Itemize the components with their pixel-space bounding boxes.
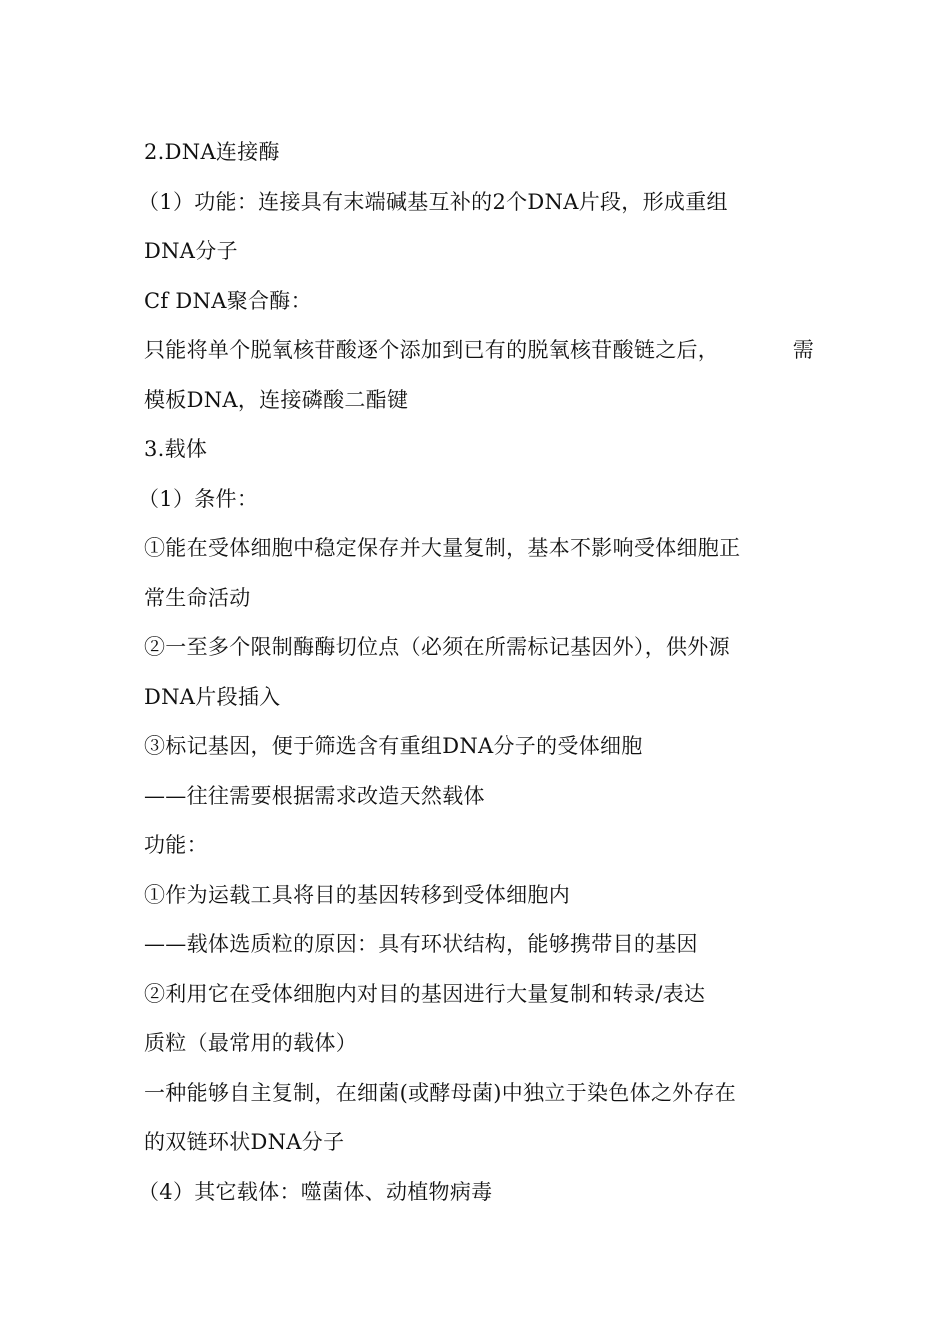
paragraph-line: ②一至多个限制酶酶切位点（必须在所需标记基因外），供外源 [144,635,730,659]
paragraph-line: （4）其它载体：噬菌体、动植物病毒 [138,1179,493,1204]
paragraph-line: （1）条件： [138,486,259,511]
paragraph-line: ①能在受体细胞中稳定保存并大量复制，基本不影响受体细胞正 [144,536,741,560]
paragraph-line: 质粒（最常用的载体） [144,1031,357,1055]
paragraph-line: 模板DNA，连接磷酸二酯键 [144,387,409,412]
paragraph-line: （1）功能：连接具有末端碱基互补的2个DNA片段，形成重组 [138,189,728,214]
paragraph-line: ②利用它在受体细胞内对目的基因进行大量复制和转录/表达 [144,981,706,1006]
paragraph-line: 常生命活动 [144,585,251,610]
paragraph-line-text: 只能将单个脱氧核苷酸逐个添加到已有的脱氧核苷酸链之后， [144,338,720,362]
paragraph-line: DNA片段插入 [144,684,281,709]
paragraph-line: ①作为运载工具将目的基因转移到受体细胞内 [144,882,570,907]
paragraph-line: ③标记基因，便于筛选含有重组DNA分子的受体细胞 [144,734,643,758]
document-body [138,132,814,1221]
paragraph-line: ——往往需要根据需求改造天然载体 [144,783,485,808]
paragraph-line: 的双链环状DNA分子 [144,1130,345,1154]
paragraph-line: DNA分子 [144,239,238,263]
paragraph-line: 功能： [144,833,208,857]
section-heading-vector: 3.载体 [144,437,208,461]
paragraph-line: 一种能够自主复制，在细菌(或酵母菌)中独立于染色体之外存在 [144,1080,737,1105]
paragraph-line-tail: 需 [792,338,814,362]
paragraph-line: Cf DNA聚合酶： [144,288,312,313]
paragraph-line: ——载体选质粒的原因：具有环状结构，能够携带目的基因 [144,932,698,956]
section-heading-dna-ligase: 2.DNA连接酶 [144,140,280,164]
paragraph-line-justified [144,330,814,380]
